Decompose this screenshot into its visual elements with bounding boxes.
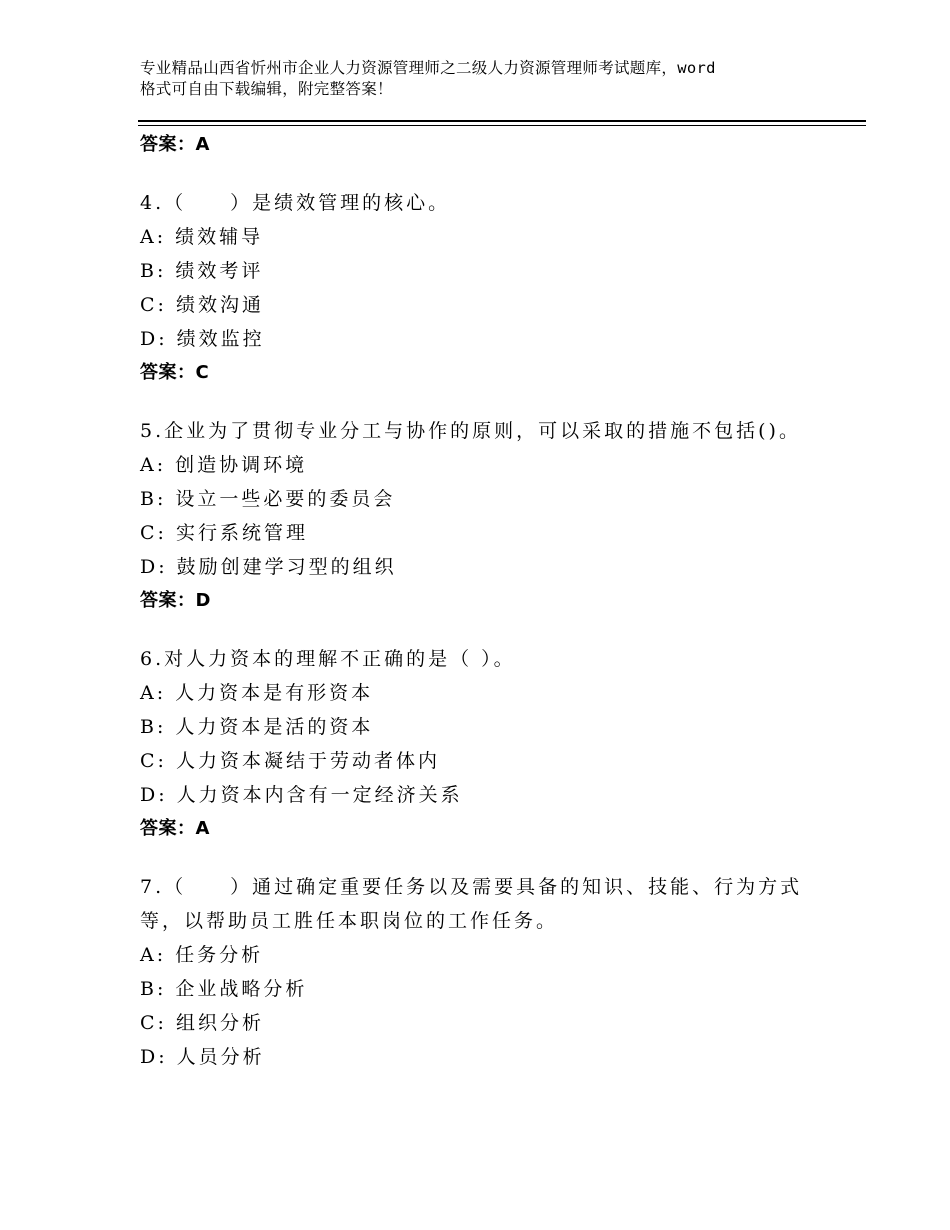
option-d: D: 人员分析 [140,1046,265,1068]
option-c: C: 组织分析 [140,1012,264,1034]
option-b: B: 绩效考评 [140,260,264,282]
question-text: 7.（ ）通过确定重要任务以及需要具备的知识、技能、行为方式等，以帮助员工胜任本职岗位的工作任务。 [140,876,803,932]
question-text: 6.对人力资本的理解不正确的是（ ）。 [140,648,516,670]
question-4 [140,186,840,390]
option-b: B: 设立一些必要的委员会 [140,488,396,510]
option-d: D: 鼓励创建学习型的组织 [140,556,397,578]
question-text: 4.（ ）是绩效管理的核心。 [140,192,451,214]
option-a: A: 绩效辅导 [140,226,264,248]
question-7 [140,870,840,1074]
option-c: C: 实行系统管理 [140,522,308,544]
option-d: D: 人力资本内含有一定经济关系 [140,784,463,806]
question-text: 5.企业为了贯彻专业分工与协作的原则，可以采取的措施不包括()。 [140,420,801,442]
question-5 [140,414,840,618]
option-d: D: 绩效监控 [140,328,265,350]
option-a: A: 人力资本是有形资本 [140,682,374,704]
document-header [140,58,830,100]
document-body [140,128,840,1074]
question-6 [140,642,840,846]
header-rule-thick [138,120,866,122]
answer-label: 答案：D [140,590,211,611]
option-b: B: 企业战略分析 [140,978,308,1000]
option-c: C: 人力资本凝结于劳动者体内 [140,750,440,772]
answer-label: 答案：A [140,134,210,155]
answer-label: 答案：A [140,818,210,839]
option-b: B: 人力资本是活的资本 [140,716,374,738]
option-c: C: 绩效沟通 [140,294,264,316]
header-line-2: 格式可自由下载编辑，附完整答案！ [140,80,393,98]
option-a: A: 任务分析 [140,944,264,966]
option-a: A: 创造协调环境 [140,454,308,476]
header-line-1: 专业精品山西省忻州市企业人力资源管理师之二级人力资源管理师考试题库，word [140,59,716,77]
answer-label: 答案：C [140,362,210,383]
header-rule-thin [138,125,866,126]
